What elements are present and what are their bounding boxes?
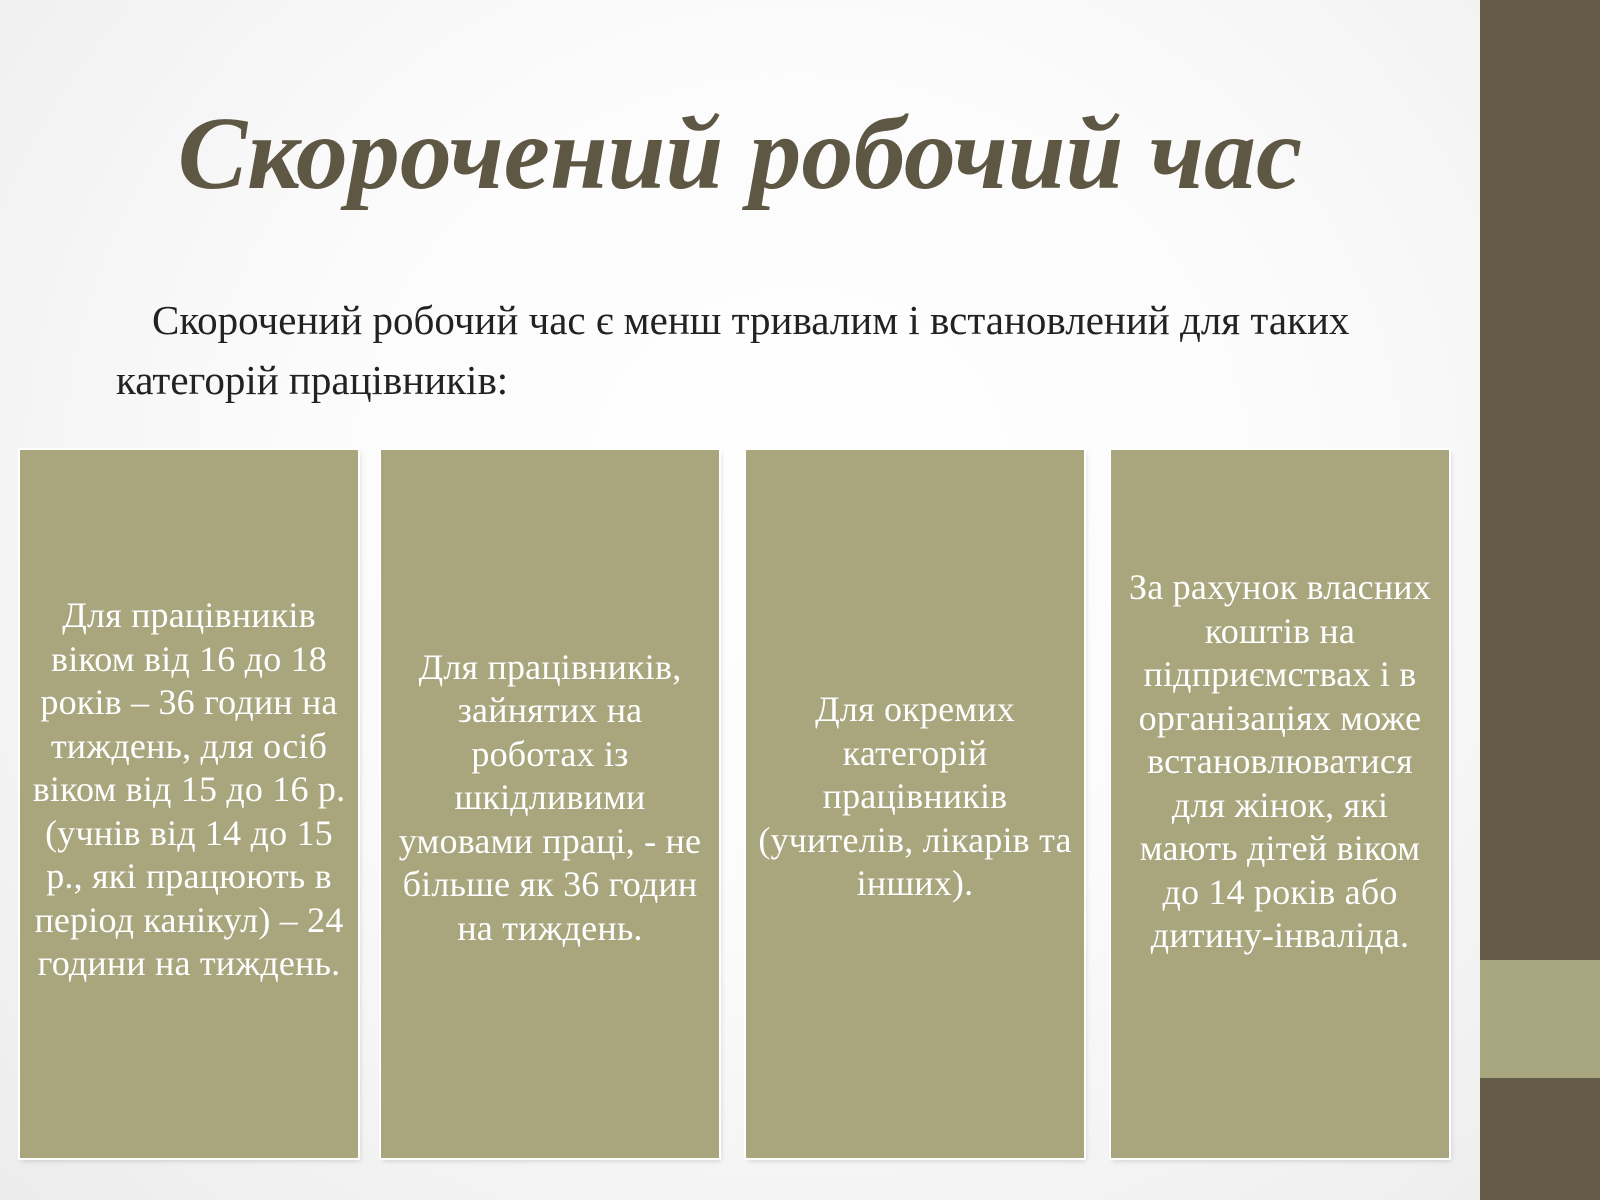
category-box-text: Для окремих категорій працівників (учителів, лікарів та інших). — [758, 689, 1072, 904]
category-box-special-categories — [746, 450, 1084, 1158]
categories-row — [20, 450, 1452, 1158]
category-box-minors — [20, 450, 358, 1158]
category-box-women-with-children — [1111, 450, 1449, 1158]
category-box-text: Для працівників, зайнятих на роботах із шкідливими умовами праці, - не більше як 36 годин на тиждень. — [398, 646, 702, 948]
right-band-accent-stripe — [1480, 960, 1600, 1078]
intro-text: Скорочений робочий час є менш тривалим і встановлений для таких категорій працівників: — [116, 297, 1350, 403]
category-box-harmful-conditions — [381, 450, 719, 1158]
category-box-text: Для працівників віком від 16 до 18 років – 36 годин на тиждень, для осіб віком від 15 до 16 р. (учнів від 14 до 15 р., які працюють в період канікул) – 24 години на тиждень. — [32, 595, 346, 984]
slide-title: Скорочений робочий час — [177, 96, 1303, 211]
category-box-text: За рахунок власних коштів на підприємствах і в організаціях може встановлюватися для жінок, які мають дітей віком до 14 років або дитину-інваліда. — [1129, 567, 1431, 956]
